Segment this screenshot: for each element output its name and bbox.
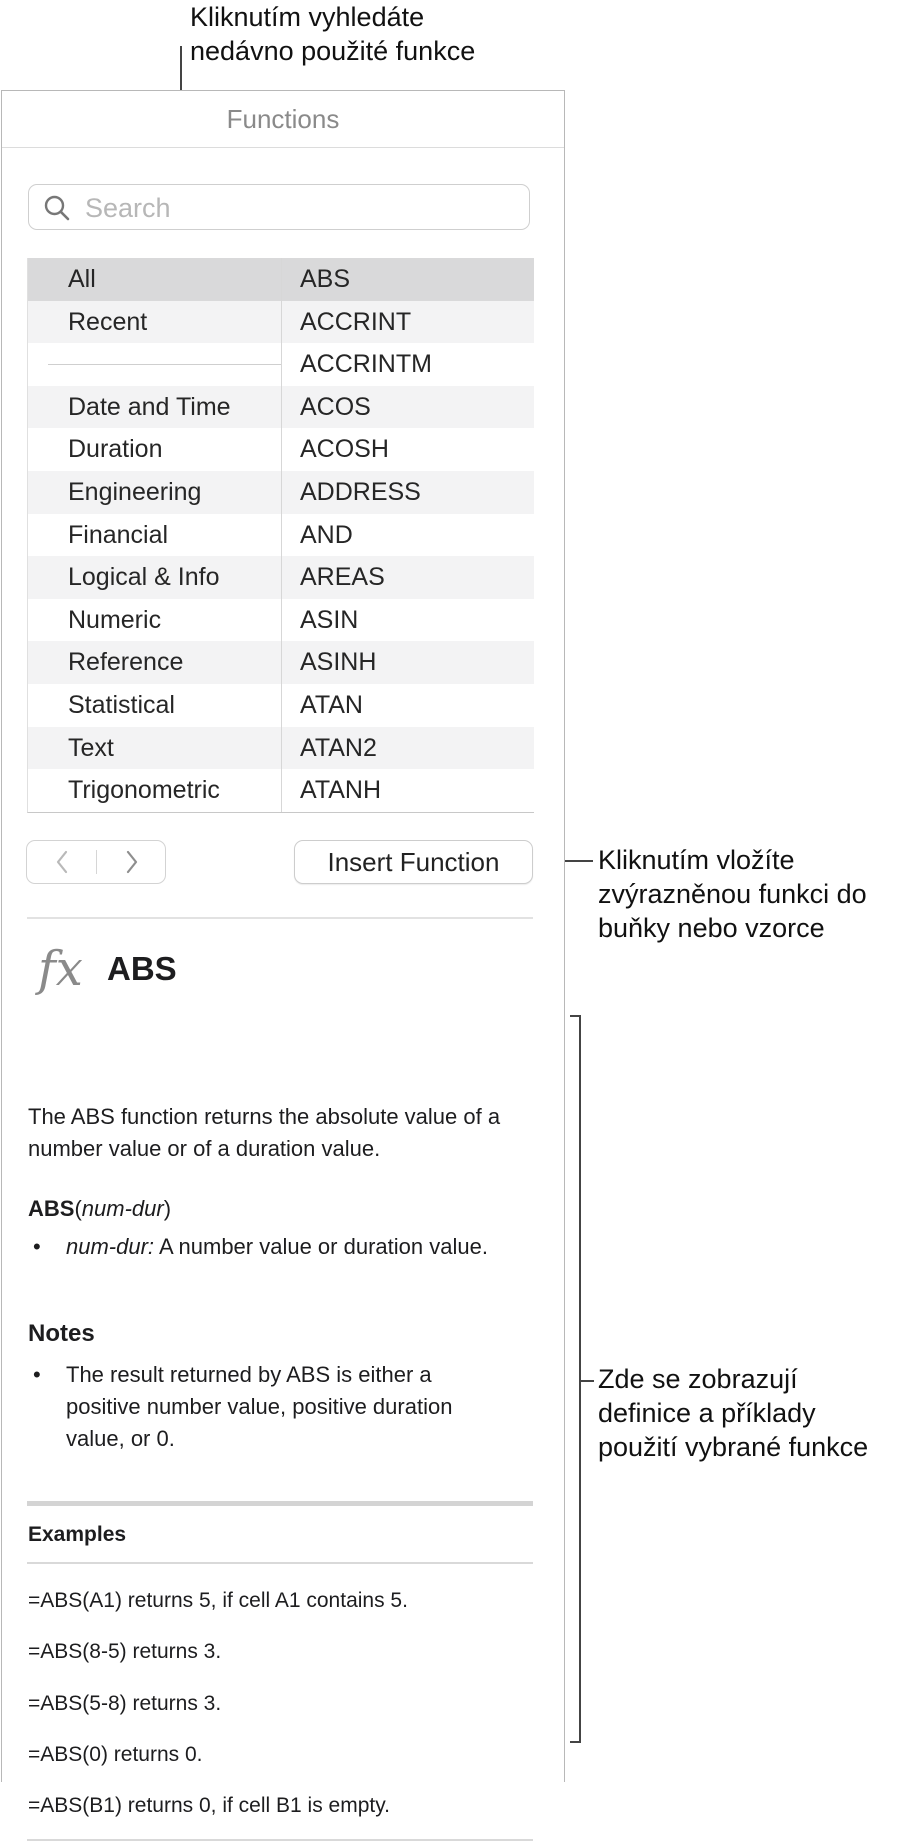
callout-help-bracket [570,1015,581,1743]
note-bullet: • [33,1362,41,1387]
functions-panel [1,90,565,1817]
function-icon: fx [38,941,83,997]
syntax-argument: num-dur [81,1196,164,1221]
function-atan[interactable]: ATAN [300,691,363,719]
examples-top-rule [27,1501,533,1506]
category-statistical[interactable]: Statistical [68,691,175,719]
category-numeric[interactable]: Numeric [68,605,162,634]
insert-function-button[interactable]: Insert Function [294,840,533,884]
callout-help [598,1362,868,1464]
category-date-and-time[interactable]: Date and Time [68,392,231,421]
search-input[interactable] [83,189,517,227]
argument-description [66,1231,516,1263]
category-duration[interactable]: Duration [68,435,163,464]
examples-heading: Examples [28,1523,127,1546]
note-text: The result returned by ABS is either a positive number value, positive duration value, or 0. [66,1362,453,1451]
function-and[interactable]: AND [300,520,353,549]
chevron-left-icon [55,850,69,874]
category-engineering[interactable]: Engineering [68,478,202,506]
callout-help-line-1: Zde se zobrazují [598,1364,798,1394]
function-atan2[interactable]: ATAN2 [300,733,377,762]
help-description: The ABS function returns the absolute value of a number value or of a duration value. [28,1104,501,1161]
notes-heading: Notes [28,1320,95,1347]
callout-help-line-3: použití vybrané funkce [598,1432,869,1462]
syntax-function-name: ABS [28,1196,75,1221]
callout-help-pointer [581,1380,594,1382]
column-divider [281,258,282,812]
function-areas[interactable]: AREAS [300,563,385,592]
category-separator [48,364,281,365]
example-4: =ABS(0) returns 0. [28,1743,203,1766]
argument-text: A number value or duration value. [154,1234,488,1259]
example-3: =ABS(5-8) returns 3. [28,1692,222,1715]
example-1: =ABS(A1) returns 5, if cell A1 contains 5. [28,1589,408,1612]
category-financial[interactable]: Financial [68,520,169,549]
panel-title: Functions [2,91,564,148]
history-nav [26,840,166,884]
callout-insert-line-2: zvýrazněnou funkci do [598,879,867,909]
function-abs[interactable]: ABS [300,265,351,293]
function-acosh[interactable]: ACOSH [300,435,389,464]
callout-recent-line-2: nedávno použité funkce [190,36,476,66]
help-title: ABS [107,950,177,987]
argument-name: num-dur: [66,1234,155,1259]
category-reference[interactable]: Reference [68,648,184,677]
callout-recent [190,0,475,68]
back-button[interactable] [27,841,96,883]
search-field[interactable] [28,184,530,230]
chevron-right-icon [125,850,139,874]
category-all[interactable]: All [68,265,96,293]
category-recent[interactable]: Recent [68,307,148,336]
function-address[interactable]: ADDRESS [300,478,421,506]
function-atanh[interactable]: ATANH [300,776,382,805]
callout-insert-line-3: buňky nebo vzorce [598,913,825,943]
callout-recent-line-1: Kliknutím vyhledáte [190,2,425,32]
callout-help-line-2: definice a příklady [598,1398,816,1428]
argument-bullet: • [33,1234,41,1259]
forward-button[interactable] [97,841,166,883]
function-asinh[interactable]: ASINH [300,648,377,677]
callout-insert-line-1: Kliknutím vložíte [598,845,795,875]
examples-heading-rule [27,1562,533,1564]
help-syntax [28,1193,528,1225]
syntax-open-paren: ( [74,1196,82,1221]
category-text[interactable]: Text [68,733,114,762]
function-accrint[interactable]: ACCRINT [300,307,412,336]
function-accrintm[interactable]: ACCRINTM [300,350,432,379]
category-trigonometric[interactable]: Trigonometric [68,776,220,805]
search-icon [43,194,71,222]
example-2: =ABS(8-5) returns 3. [28,1640,222,1663]
syntax-close-paren: ) [163,1196,172,1221]
callout-insert [598,843,867,945]
example-5: =ABS(B1) returns 0, if cell B1 is empty. [28,1794,390,1817]
function-browser [27,258,534,813]
function-acos[interactable]: ACOS [300,392,371,421]
help-divider [27,917,533,919]
function-asin[interactable]: ASIN [300,605,359,634]
category-logical-info[interactable]: Logical & Info [68,563,220,592]
